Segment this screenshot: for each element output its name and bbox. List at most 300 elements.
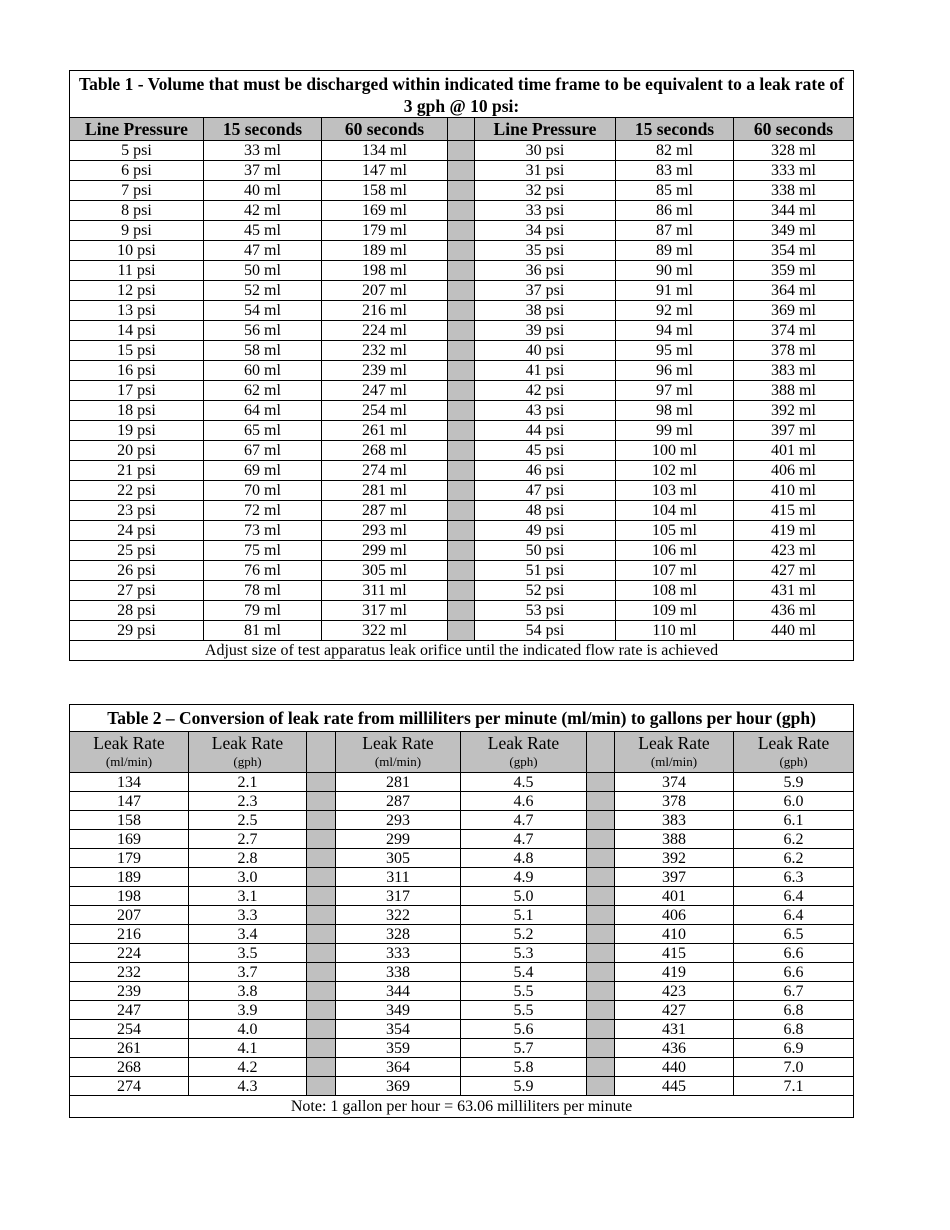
table-cell: 305 bbox=[336, 849, 461, 868]
table1-col-header: 60 seconds bbox=[322, 118, 448, 141]
table-cell: 364 ml bbox=[734, 281, 854, 301]
table-cell: 6.8 bbox=[734, 1001, 854, 1020]
table-row bbox=[70, 261, 854, 281]
table-row bbox=[70, 401, 854, 421]
volume-discharge-table bbox=[69, 70, 854, 661]
table2-title: Table 2 – Conversion of leak rate from milliliters per minute (ml/min) to gallons per hour (gph) bbox=[70, 705, 854, 732]
table-cell: 4.5 bbox=[461, 773, 587, 792]
table-cell: 39 psi bbox=[475, 321, 616, 341]
spacer-cell bbox=[307, 1058, 336, 1077]
table-cell: 40 ml bbox=[204, 181, 322, 201]
table-cell: 86 ml bbox=[616, 201, 734, 221]
table-cell: 392 bbox=[615, 849, 734, 868]
table-cell: 41 psi bbox=[475, 361, 616, 381]
table-row bbox=[70, 925, 854, 944]
table-cell: 261 bbox=[70, 1039, 189, 1058]
table-cell: 322 bbox=[336, 906, 461, 925]
spacer-cell bbox=[448, 441, 475, 461]
table-row bbox=[70, 1039, 854, 1058]
spacer-cell bbox=[448, 221, 475, 241]
spacer-cell bbox=[307, 792, 336, 811]
table-cell: 374 bbox=[615, 773, 734, 792]
spacer-cell bbox=[448, 181, 475, 201]
table-cell: 349 ml bbox=[734, 221, 854, 241]
table-cell: 6.4 bbox=[734, 906, 854, 925]
table-cell: 445 bbox=[615, 1077, 734, 1096]
table-cell: 134 ml bbox=[322, 141, 448, 161]
table-cell: 32 psi bbox=[475, 181, 616, 201]
table-cell: 83 ml bbox=[616, 161, 734, 181]
table-cell: 147 ml bbox=[322, 161, 448, 181]
spacer-cell bbox=[448, 621, 475, 641]
spacer-cell bbox=[448, 601, 475, 621]
table-cell: 436 ml bbox=[734, 601, 854, 621]
table-cell: 207 bbox=[70, 906, 189, 925]
table-cell: 423 ml bbox=[734, 541, 854, 561]
table-cell: 410 ml bbox=[734, 481, 854, 501]
table-cell: 54 ml bbox=[204, 301, 322, 321]
table-cell: 2.5 bbox=[189, 811, 307, 830]
table-cell: 45 psi bbox=[475, 441, 616, 461]
table-cell: 397 bbox=[615, 868, 734, 887]
table-cell: 65 ml bbox=[204, 421, 322, 441]
table-cell: 338 ml bbox=[734, 181, 854, 201]
spacer-cell bbox=[307, 1077, 336, 1096]
table-cell: 419 ml bbox=[734, 521, 854, 541]
table-cell: 72 ml bbox=[204, 501, 322, 521]
table-cell: 40 psi bbox=[475, 341, 616, 361]
table-row bbox=[70, 181, 854, 201]
table-cell: 3.1 bbox=[189, 887, 307, 906]
table-row bbox=[70, 868, 854, 887]
table-cell: 383 ml bbox=[734, 361, 854, 381]
table-cell: 261 ml bbox=[322, 421, 448, 441]
table2-footer-note: Note: 1 gallon per hour = 63.06 milliliters per minute bbox=[70, 1096, 854, 1118]
spacer-cell bbox=[448, 241, 475, 261]
table-cell: 38 psi bbox=[475, 301, 616, 321]
table-cell: 189 bbox=[70, 868, 189, 887]
table-cell: 62 ml bbox=[204, 381, 322, 401]
table-row bbox=[70, 361, 854, 381]
table-cell: 6.3 bbox=[734, 868, 854, 887]
table-row bbox=[70, 887, 854, 906]
spacer-cell bbox=[587, 830, 615, 849]
table-cell: 78 ml bbox=[204, 581, 322, 601]
table-cell: 216 bbox=[70, 925, 189, 944]
spacer-cell bbox=[587, 849, 615, 868]
spacer-cell bbox=[448, 381, 475, 401]
spacer-cell bbox=[448, 301, 475, 321]
table-cell: 58 ml bbox=[204, 341, 322, 361]
table-cell: 73 ml bbox=[204, 521, 322, 541]
table-row bbox=[70, 441, 854, 461]
table-cell: 392 ml bbox=[734, 401, 854, 421]
table-cell: 48 psi bbox=[475, 501, 616, 521]
table-cell: 5.4 bbox=[461, 963, 587, 982]
spacer-cell bbox=[448, 481, 475, 501]
table-cell: 198 ml bbox=[322, 261, 448, 281]
spacer-cell bbox=[307, 887, 336, 906]
spacer-cell bbox=[587, 887, 615, 906]
table-cell: 4.6 bbox=[461, 792, 587, 811]
table-cell: 103 ml bbox=[616, 481, 734, 501]
table1-footer-note: Adjust size of test apparatus leak orifice until the indicated flow rate is achieved bbox=[70, 641, 854, 661]
table-cell: 97 ml bbox=[616, 381, 734, 401]
table-cell: 50 psi bbox=[475, 541, 616, 561]
table1-col-header: 15 seconds bbox=[204, 118, 322, 141]
table-row bbox=[70, 321, 854, 341]
table-cell: 70 ml bbox=[204, 481, 322, 501]
table-cell: 12 psi bbox=[70, 281, 204, 301]
table-cell: 6.4 bbox=[734, 887, 854, 906]
table-cell: 110 ml bbox=[616, 621, 734, 641]
table-cell: 90 ml bbox=[616, 261, 734, 281]
spacer-cell bbox=[587, 944, 615, 963]
table-row bbox=[70, 161, 854, 181]
table-cell: 369 ml bbox=[734, 301, 854, 321]
table-cell: 401 bbox=[615, 887, 734, 906]
table-cell: 108 ml bbox=[616, 581, 734, 601]
table-cell: 11 psi bbox=[70, 261, 204, 281]
table-cell: 198 bbox=[70, 887, 189, 906]
spacer-cell bbox=[448, 261, 475, 281]
table2-col-header: Leak Rate (ml/min) bbox=[615, 732, 734, 773]
table-row bbox=[70, 906, 854, 925]
table-cell: 31 psi bbox=[475, 161, 616, 181]
table-cell: 169 bbox=[70, 830, 189, 849]
table-cell: 25 psi bbox=[70, 541, 204, 561]
table-cell: 179 bbox=[70, 849, 189, 868]
spacer-cell bbox=[307, 1039, 336, 1058]
spacer-cell bbox=[448, 201, 475, 221]
table-row bbox=[70, 1020, 854, 1039]
table-cell: 28 psi bbox=[70, 601, 204, 621]
table-cell: 33 psi bbox=[475, 201, 616, 221]
table-cell: 268 ml bbox=[322, 441, 448, 461]
table-cell: 42 ml bbox=[204, 201, 322, 221]
spacer-cell bbox=[587, 1001, 615, 1020]
table-cell: 7.0 bbox=[734, 1058, 854, 1077]
table-cell: 79 ml bbox=[204, 601, 322, 621]
spacer-cell bbox=[587, 792, 615, 811]
table-cell: 94 ml bbox=[616, 321, 734, 341]
table-cell: 5.1 bbox=[461, 906, 587, 925]
table-cell: 239 ml bbox=[322, 361, 448, 381]
table-cell: 287 ml bbox=[322, 501, 448, 521]
spacer-cell bbox=[448, 281, 475, 301]
table1-header-row bbox=[70, 118, 854, 141]
table-cell: 354 ml bbox=[734, 241, 854, 261]
table-cell: 254 ml bbox=[322, 401, 448, 421]
table-cell: 344 ml bbox=[734, 201, 854, 221]
table-cell: 102 ml bbox=[616, 461, 734, 481]
table-cell: 374 ml bbox=[734, 321, 854, 341]
table-cell: 4.3 bbox=[189, 1077, 307, 1096]
table-cell: 338 bbox=[336, 963, 461, 982]
table-cell: 158 bbox=[70, 811, 189, 830]
table-cell: 51 psi bbox=[475, 561, 616, 581]
table-cell: 2.3 bbox=[189, 792, 307, 811]
table-cell: 419 bbox=[615, 963, 734, 982]
table-cell: 92 ml bbox=[616, 301, 734, 321]
table-cell: 24 psi bbox=[70, 521, 204, 541]
spacer-cell bbox=[307, 1001, 336, 1020]
table-cell: 388 bbox=[615, 830, 734, 849]
spacer-cell bbox=[307, 982, 336, 1001]
table-cell: 23 psi bbox=[70, 501, 204, 521]
table-row bbox=[70, 201, 854, 221]
table-cell: 232 ml bbox=[322, 341, 448, 361]
table-cell: 10 psi bbox=[70, 241, 204, 261]
spacer-cell bbox=[307, 944, 336, 963]
table-row bbox=[70, 621, 854, 641]
table-cell: 349 bbox=[336, 1001, 461, 1020]
table-cell: 5.9 bbox=[734, 773, 854, 792]
table-cell: 239 bbox=[70, 982, 189, 1001]
spacer-cell bbox=[307, 906, 336, 925]
table-cell: 49 psi bbox=[475, 521, 616, 541]
spacer-cell bbox=[307, 925, 336, 944]
table-cell: 254 bbox=[70, 1020, 189, 1039]
table-cell: 64 ml bbox=[204, 401, 322, 421]
table-cell: 427 bbox=[615, 1001, 734, 1020]
table-cell: 75 ml bbox=[204, 541, 322, 561]
table-row bbox=[70, 421, 854, 441]
spacer-cell bbox=[448, 141, 475, 161]
table2-col-header: Leak Rate (gph) bbox=[734, 732, 854, 773]
table-cell: 30 psi bbox=[475, 141, 616, 161]
table-cell: 19 psi bbox=[70, 421, 204, 441]
table-cell: 287 bbox=[336, 792, 461, 811]
table-cell: 43 psi bbox=[475, 401, 616, 421]
table-cell: 22 psi bbox=[70, 481, 204, 501]
table-cell: 359 bbox=[336, 1039, 461, 1058]
table2-col-header: Leak Rate (gph) bbox=[461, 732, 587, 773]
table-cell: 95 ml bbox=[616, 341, 734, 361]
table1-col-header: Line Pressure bbox=[70, 118, 204, 141]
table-cell: 2.1 bbox=[189, 773, 307, 792]
table-cell: 6.1 bbox=[734, 811, 854, 830]
spacer-cell bbox=[448, 461, 475, 481]
table-cell: 98 ml bbox=[616, 401, 734, 421]
table-cell: 147 bbox=[70, 792, 189, 811]
table-cell: 7 psi bbox=[70, 181, 204, 201]
table-cell: 54 psi bbox=[475, 621, 616, 641]
table-row bbox=[70, 1058, 854, 1077]
spacer-cell bbox=[448, 521, 475, 541]
spacer-cell bbox=[448, 421, 475, 441]
table-cell: 436 bbox=[615, 1039, 734, 1058]
table-cell: 299 bbox=[336, 830, 461, 849]
table-cell: 344 bbox=[336, 982, 461, 1001]
table-cell: 317 ml bbox=[322, 601, 448, 621]
table-row bbox=[70, 581, 854, 601]
table-cell: 299 ml bbox=[322, 541, 448, 561]
table-cell: 4.7 bbox=[461, 811, 587, 830]
spacer-cell bbox=[448, 401, 475, 421]
table-cell: 328 bbox=[336, 925, 461, 944]
table-cell: 69 ml bbox=[204, 461, 322, 481]
table-cell: 274 ml bbox=[322, 461, 448, 481]
table-cell: 6.2 bbox=[734, 849, 854, 868]
table-cell: 27 psi bbox=[70, 581, 204, 601]
table-cell: 3.7 bbox=[189, 963, 307, 982]
table-cell: 7.1 bbox=[734, 1077, 854, 1096]
spacer-cell bbox=[448, 161, 475, 181]
table-cell: 56 ml bbox=[204, 321, 322, 341]
table-row bbox=[70, 601, 854, 621]
table-cell: 5.9 bbox=[461, 1077, 587, 1096]
spacer-cell bbox=[448, 361, 475, 381]
table-cell: 6.6 bbox=[734, 944, 854, 963]
table-cell: 35 psi bbox=[475, 241, 616, 261]
table-cell: 4.7 bbox=[461, 830, 587, 849]
table-cell: 354 bbox=[336, 1020, 461, 1039]
table-cell: 216 ml bbox=[322, 301, 448, 321]
table-cell: 169 ml bbox=[322, 201, 448, 221]
spacer-cell bbox=[587, 1058, 615, 1077]
table-cell: 423 bbox=[615, 982, 734, 1001]
table-cell: 440 ml bbox=[734, 621, 854, 641]
table-cell: 6.5 bbox=[734, 925, 854, 944]
spacer-cell bbox=[448, 321, 475, 341]
table-cell: 293 ml bbox=[322, 521, 448, 541]
table-cell: 14 psi bbox=[70, 321, 204, 341]
table-cell: 4.0 bbox=[189, 1020, 307, 1039]
spacer-cell bbox=[587, 982, 615, 1001]
table-row bbox=[70, 461, 854, 481]
table-cell: 5.0 bbox=[461, 887, 587, 906]
table2-col-header: Leak Rate (ml/min) bbox=[336, 732, 461, 773]
table-cell: 224 ml bbox=[322, 321, 448, 341]
table-cell: 415 bbox=[615, 944, 734, 963]
table-cell: 34 psi bbox=[475, 221, 616, 241]
table-cell: 99 ml bbox=[616, 421, 734, 441]
table1-spacer bbox=[448, 118, 475, 141]
table-cell: 2.8 bbox=[189, 849, 307, 868]
table-cell: 47 psi bbox=[475, 481, 616, 501]
table-cell: 369 bbox=[336, 1077, 461, 1096]
table-row bbox=[70, 241, 854, 261]
table-cell: 6.9 bbox=[734, 1039, 854, 1058]
table-cell: 401 ml bbox=[734, 441, 854, 461]
table-cell: 47 ml bbox=[204, 241, 322, 261]
table-cell: 100 ml bbox=[616, 441, 734, 461]
table1-col-header: Line Pressure bbox=[475, 118, 616, 141]
table-row bbox=[70, 1077, 854, 1096]
spacer-cell bbox=[587, 963, 615, 982]
table-cell: 2.7 bbox=[189, 830, 307, 849]
table-cell: 6.8 bbox=[734, 1020, 854, 1039]
table-cell: 6.2 bbox=[734, 830, 854, 849]
table-row bbox=[70, 811, 854, 830]
table-cell: 8 psi bbox=[70, 201, 204, 221]
table-cell: 406 bbox=[615, 906, 734, 925]
table-row bbox=[70, 541, 854, 561]
table-row bbox=[70, 381, 854, 401]
table-cell: 189 ml bbox=[322, 241, 448, 261]
table-row bbox=[70, 501, 854, 521]
table-cell: 293 bbox=[336, 811, 461, 830]
table-cell: 42 psi bbox=[475, 381, 616, 401]
spacer-cell bbox=[307, 830, 336, 849]
table-cell: 5.5 bbox=[461, 1001, 587, 1020]
table-cell: 76 ml bbox=[204, 561, 322, 581]
table-cell: 378 bbox=[615, 792, 734, 811]
spacer-cell bbox=[307, 1020, 336, 1039]
table-cell: 179 ml bbox=[322, 221, 448, 241]
spacer-cell bbox=[587, 811, 615, 830]
spacer-cell bbox=[307, 849, 336, 868]
table-cell: 431 bbox=[615, 1020, 734, 1039]
spacer-cell bbox=[448, 541, 475, 561]
table-cell: 3.9 bbox=[189, 1001, 307, 1020]
spacer-cell bbox=[307, 963, 336, 982]
table-cell: 397 ml bbox=[734, 421, 854, 441]
table-cell: 431 ml bbox=[734, 581, 854, 601]
table-cell: 20 psi bbox=[70, 441, 204, 461]
table-cell: 268 bbox=[70, 1058, 189, 1077]
table-cell: 18 psi bbox=[70, 401, 204, 421]
table-cell: 50 ml bbox=[204, 261, 322, 281]
table-cell: 5.3 bbox=[461, 944, 587, 963]
table-cell: 5.8 bbox=[461, 1058, 587, 1077]
table-cell: 45 ml bbox=[204, 221, 322, 241]
table-cell: 328 ml bbox=[734, 141, 854, 161]
table1-col-header: 15 seconds bbox=[616, 118, 734, 141]
table-cell: 158 ml bbox=[322, 181, 448, 201]
spacer-cell bbox=[587, 906, 615, 925]
table2-spacer bbox=[307, 732, 336, 773]
table-cell: 106 ml bbox=[616, 541, 734, 561]
table-row bbox=[70, 944, 854, 963]
table-cell: 3.5 bbox=[189, 944, 307, 963]
table-cell: 87 ml bbox=[616, 221, 734, 241]
table-cell: 67 ml bbox=[204, 441, 322, 461]
table-cell: 388 ml bbox=[734, 381, 854, 401]
table-cell: 85 ml bbox=[616, 181, 734, 201]
table-cell: 104 ml bbox=[616, 501, 734, 521]
table-cell: 91 ml bbox=[616, 281, 734, 301]
table-cell: 46 psi bbox=[475, 461, 616, 481]
table2-col-header: Leak Rate (ml/min) bbox=[70, 732, 189, 773]
spacer-cell bbox=[307, 868, 336, 887]
table2-header-row bbox=[70, 732, 854, 773]
table-cell: 207 ml bbox=[322, 281, 448, 301]
table-cell: 134 bbox=[70, 773, 189, 792]
spacer-cell bbox=[587, 773, 615, 792]
table-row bbox=[70, 301, 854, 321]
spacer-cell bbox=[448, 561, 475, 581]
table-row bbox=[70, 963, 854, 982]
table-row bbox=[70, 792, 854, 811]
table-row bbox=[70, 141, 854, 161]
table-cell: 317 bbox=[336, 887, 461, 906]
table1-title: Table 1 - Volume that must be discharged within indicated time frame to be equivalent to a leak rate of 3 gph @ 10 psi: bbox=[70, 71, 854, 118]
table-cell: 4.8 bbox=[461, 849, 587, 868]
spacer-cell bbox=[307, 773, 336, 792]
table-cell: 406 ml bbox=[734, 461, 854, 481]
spacer-cell bbox=[587, 868, 615, 887]
table-cell: 440 bbox=[615, 1058, 734, 1077]
table-cell: 5 psi bbox=[70, 141, 204, 161]
table-cell: 378 ml bbox=[734, 341, 854, 361]
table-row bbox=[70, 849, 854, 868]
table-cell: 5.2 bbox=[461, 925, 587, 944]
table-cell: 29 psi bbox=[70, 621, 204, 641]
table-cell: 247 ml bbox=[322, 381, 448, 401]
table-cell: 3.3 bbox=[189, 906, 307, 925]
